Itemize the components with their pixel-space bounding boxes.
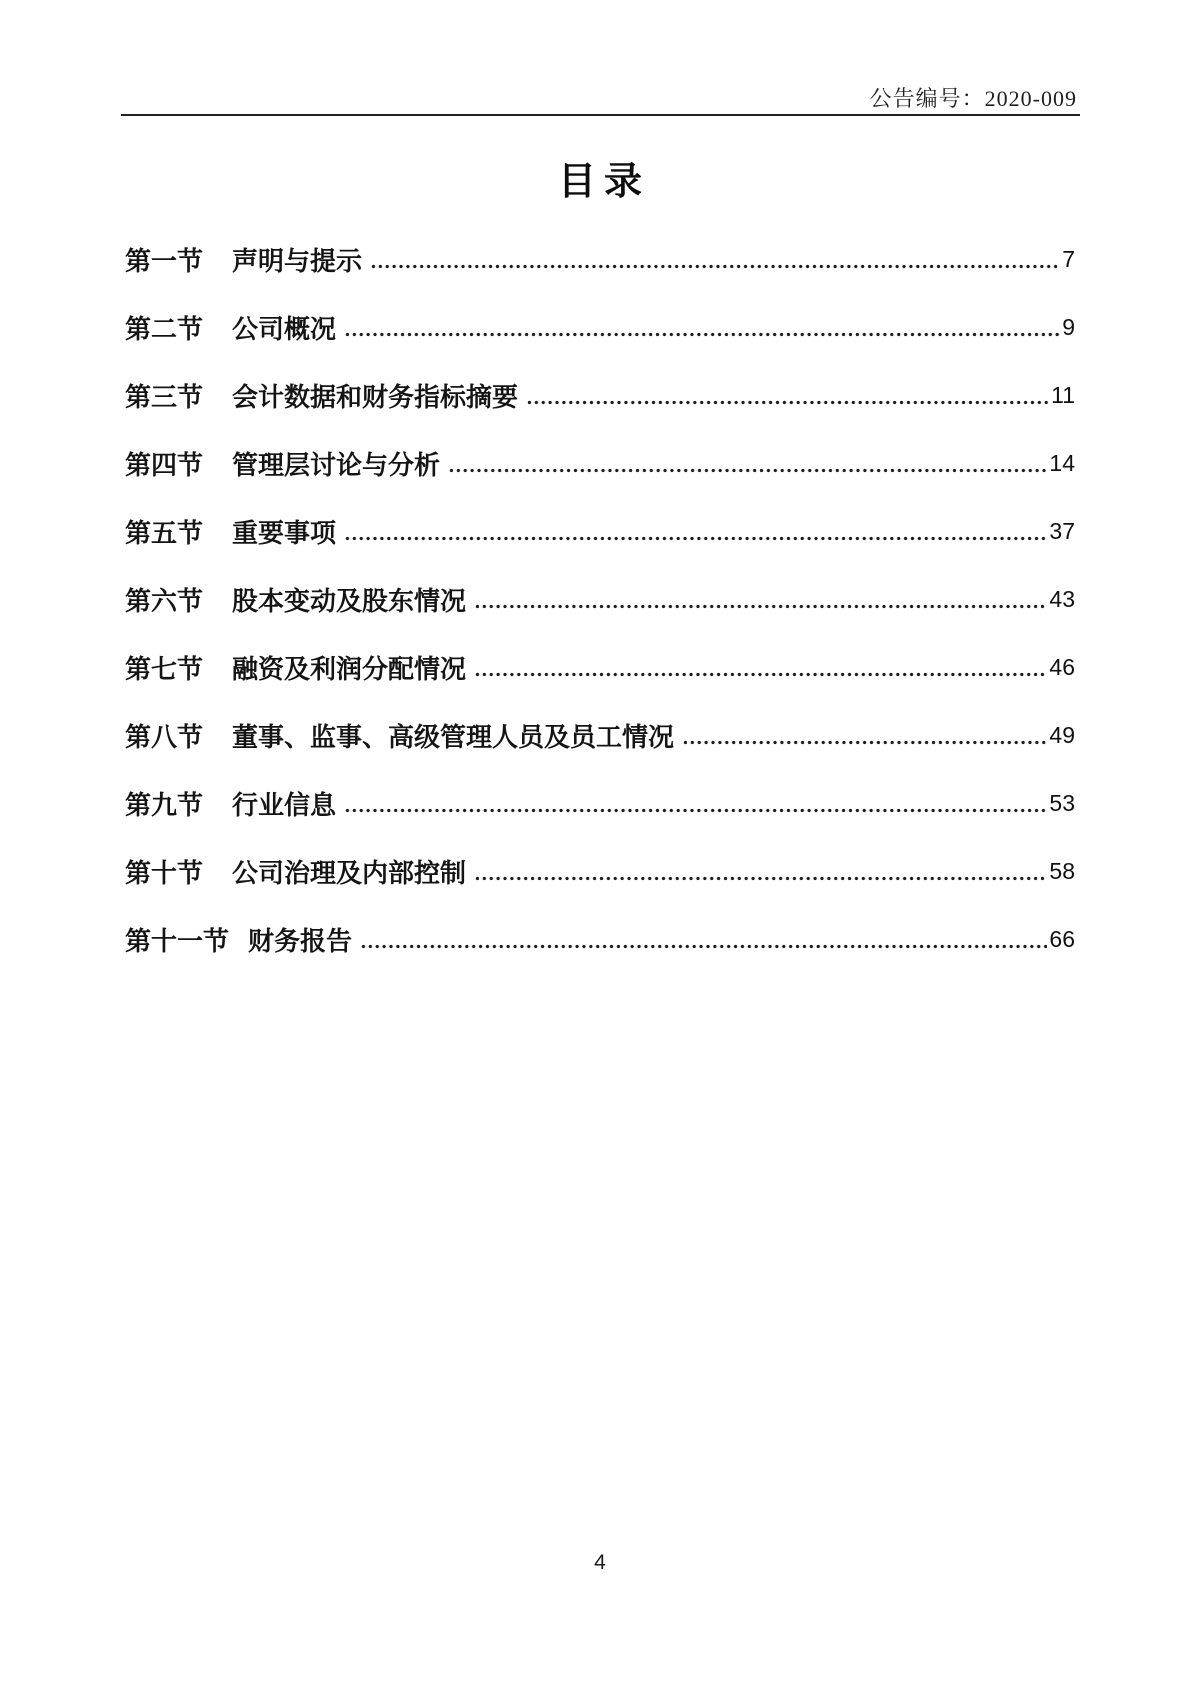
toc-entry (125, 633, 1075, 701)
toc-entry-title: 声明与提示 (232, 245, 363, 276)
toc-entry (125, 701, 1075, 769)
dot-leader (448, 448, 1047, 478)
dot-leader (360, 924, 1047, 954)
toc-entry-page: 9 (1062, 313, 1075, 340)
toc-entry-section: 第一节 (125, 245, 204, 276)
toc-entry (125, 361, 1075, 429)
toc-entry (125, 225, 1075, 293)
notice-number: 公告编号：2020-009 (869, 86, 1077, 111)
toc-entry-title: 重要事项 (232, 517, 337, 548)
toc-entry-section: 第五节 (125, 517, 204, 548)
toc-entry (125, 497, 1075, 565)
footer-page-number: 4 (594, 1551, 606, 1574)
toc-entry-section: 第六节 (125, 585, 204, 616)
toc-entry-page: 37 (1049, 517, 1075, 544)
toc-entry-title: 公司治理及内部控制 (232, 857, 467, 888)
toc-entry-title: 管理层讨论与分析 (232, 449, 441, 480)
toc-entry-title: 会计数据和财务指标摘要 (232, 381, 519, 412)
dot-leader (682, 720, 1047, 750)
table-of-contents (125, 225, 1075, 973)
toc-entry-page: 49 (1049, 721, 1075, 748)
toc-entry-section: 第十一节 (125, 925, 230, 956)
dot-leader (344, 516, 1047, 546)
dot-leader (344, 788, 1047, 818)
dot-leader (474, 652, 1047, 682)
toc-entry-page: 53 (1049, 789, 1075, 816)
toc-entry-page: 43 (1049, 585, 1075, 612)
toc-entry-section: 第九节 (125, 789, 204, 820)
toc-entry-section: 第十节 (125, 857, 204, 888)
toc-entry-title: 董事、监事、高级管理人员及员工情况 (232, 721, 675, 752)
toc-entry-title: 行业信息 (232, 789, 337, 820)
toc-entry-page: 14 (1049, 449, 1075, 476)
toc-entry-title: 公司概况 (232, 313, 337, 344)
toc-entry-section: 第三节 (125, 381, 204, 412)
toc-entry (125, 769, 1075, 837)
toc-entry (125, 293, 1075, 361)
toc-entry (125, 429, 1075, 497)
toc-entry-title: 财务报告 (248, 925, 353, 956)
toc-entry-page: 58 (1049, 857, 1075, 884)
toc-entry (125, 565, 1075, 633)
toc-entry-page: 11 (1051, 381, 1075, 408)
toc-entry-page: 46 (1049, 653, 1075, 680)
toc-entry-title: 融资及利润分配情况 (232, 653, 467, 684)
dot-leader (474, 584, 1047, 614)
toc-entry-page: 7 (1062, 245, 1075, 272)
header-divider (121, 114, 1080, 116)
toc-entry-section: 第七节 (125, 653, 204, 684)
dot-leader (370, 244, 1060, 274)
toc-entry-section: 第四节 (125, 449, 204, 480)
page-title: 目录 (557, 161, 650, 203)
toc-entry (125, 905, 1075, 973)
toc-entry-section: 第二节 (125, 313, 204, 344)
dot-leader (344, 312, 1060, 342)
toc-entry-section: 第八节 (125, 721, 204, 752)
toc-entry-page: 66 (1049, 925, 1075, 952)
dot-leader (526, 380, 1049, 410)
dot-leader (474, 856, 1047, 886)
toc-entry-title: 股本变动及股东情况 (232, 585, 467, 616)
toc-entry (125, 837, 1075, 905)
